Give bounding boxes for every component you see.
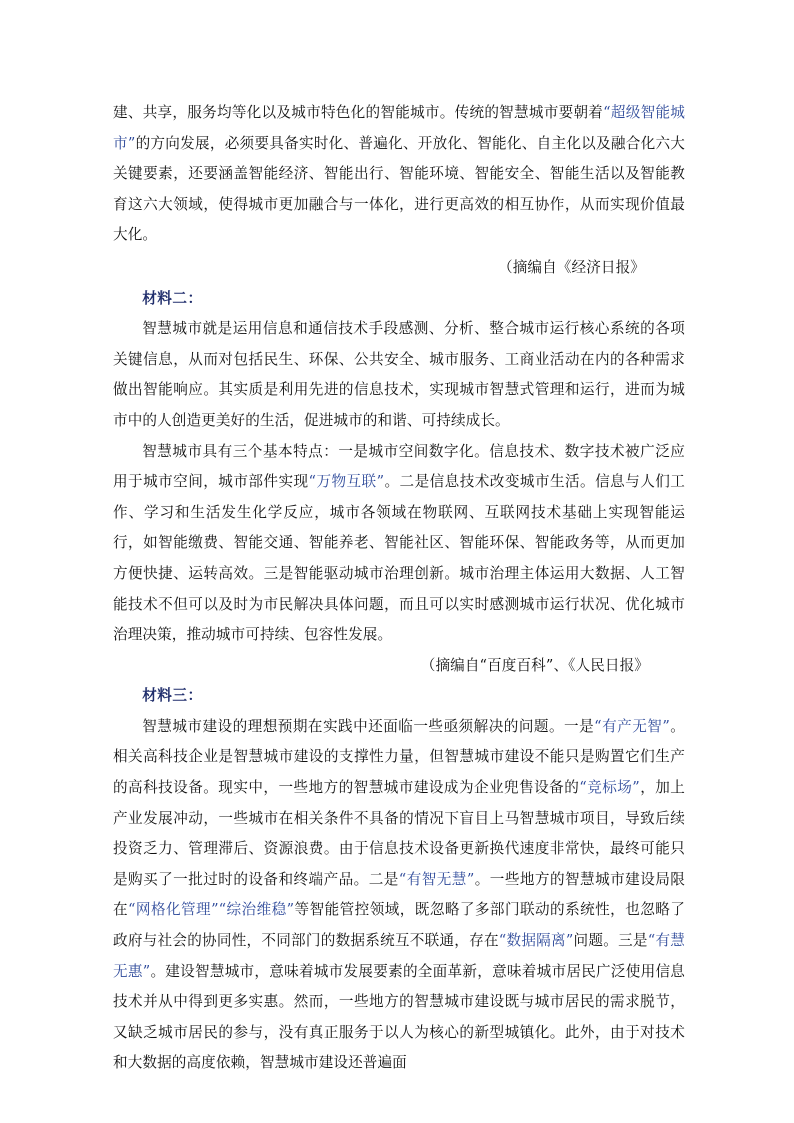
text-run: 。一些地方的智慧城市建设局限在 bbox=[113, 870, 685, 919]
text-run: 。相关高科技企业是智慧城市建设的支撑性力量，但智慧城市建设不能只是购置它们生产的高科技设备。现实中，一些地方的智慧城市建设成为企业兜售设备的 bbox=[113, 717, 685, 797]
paragraph-material-one-end bbox=[113, 98, 685, 251]
paragraph-three-features bbox=[113, 437, 685, 651]
quoted-term: “有慧无惠” bbox=[113, 932, 685, 980]
text-run: 的方向发展，必须要具备实时化、普遍化、开放化、智能化、自主化以及融合化六大关键要素，还要涵盖智能经济、智能出行、智能环境、智能安全、智能生活以及智能教育这六大领域，使得城市更加融合与一体化，进行更高效的相互协作，从而实现价值最大化。 bbox=[113, 134, 685, 244]
section-heading-material-two: 材料二： bbox=[142, 289, 203, 307]
paragraph-problems bbox=[113, 712, 685, 1079]
quoted-term: “有产无智” bbox=[594, 717, 670, 735]
quoted-term: “竞标场” bbox=[579, 779, 640, 797]
text-run: 。二是信息技术改变城市生活。信息与人们工作、学习和生活发生化学反应，城市各领域在物联网、互联网技术基础上实现智能运行，如智能缴费、智能交通、智能养老、智能社区、智能环保、智能政务等，从而更加方便快捷、运转高效。三是智能驱动城市治理创新。城市治理主体运用大数据、人工智能技术不但可以及时为市民解决具体问题，而且可以实时感测城市运行状况、优化城市治理决策，推动城市可持续、包容性发展。 bbox=[113, 473, 685, 644]
text-run: 。建设智慧城市，意味着城市发展要素的全面革新，意味着城市居民广泛使用信息技术并从中得到更多实惠。然而，一些地方的智慧城市建设既与城市居民的需求脱节，又缺乏城市居民的参与，没有真正服务于以人为核心的新型城镇化。此外，由于对技术和大数据的高度依赖，智慧城市建设还普遍面 bbox=[113, 962, 686, 1072]
section-heading-material-three: 材料三： bbox=[142, 687, 203, 705]
quoted-term-iot: “万物互联” bbox=[308, 473, 385, 491]
text-run: 智慧城市具有三个基本特点：一是城市空间数字化。信息技术、数字技术被广泛应用于城市空间，城市部件实现 bbox=[113, 442, 685, 491]
source-citation-economic-daily: （摘编自《经济日报》 bbox=[498, 258, 645, 276]
quoted-term: “数据隔离” bbox=[498, 932, 574, 950]
text-run: ，加上产业发展冲动，一些城市在相关条件不具备的情况下盲目上马智慧城市项目，导致后续投资乏力、管理滞后、资源浪费。由于信息技术设备更新换代速度非常快，最终可能只是购买了一批过时的设备和终端产品。二是 bbox=[113, 779, 685, 888]
quoted-term-super-smart-city: “超级智能城市” bbox=[113, 104, 685, 152]
source-citation-baidu-peoples-daily: （摘编自“百度百科”、《人民日报》 bbox=[420, 656, 649, 674]
quoted-term: “有智无慧” bbox=[398, 870, 475, 888]
paragraph-definition: 智慧城市就是运用信息和通信技术手段感测、分析、整合城市运行核心系统的各项关键信息，从而对包括民生、环保、公共安全、城市服务、工商业活动在内的各种需求做出智能响应。其实质是利用先进的信息技术，实现城市智慧式管理和运行，进而为城市中的人创造更美好的生活，促进城市的和谐、可持续成长。 bbox=[113, 320, 685, 429]
quoted-term: “网格化管理”“综治维稳” bbox=[128, 901, 295, 919]
text-run: 等智能管控领域，既忽略了多部门联动的系统性，也忽略了政府与社会的协同性，不同部门的数据系统互不联通，存在 bbox=[113, 901, 685, 950]
text-run: 问题。三是 bbox=[573, 932, 648, 950]
document-page bbox=[113, 98, 685, 1079]
text-run: 智慧城市建设的理想预期在实践中还面临一些亟须解决的问题。一是 bbox=[142, 717, 595, 735]
text-run: 建、共享，服务均等化以及城市特色化的智能城市。传统的智慧城市要朝着 bbox=[113, 104, 604, 121]
